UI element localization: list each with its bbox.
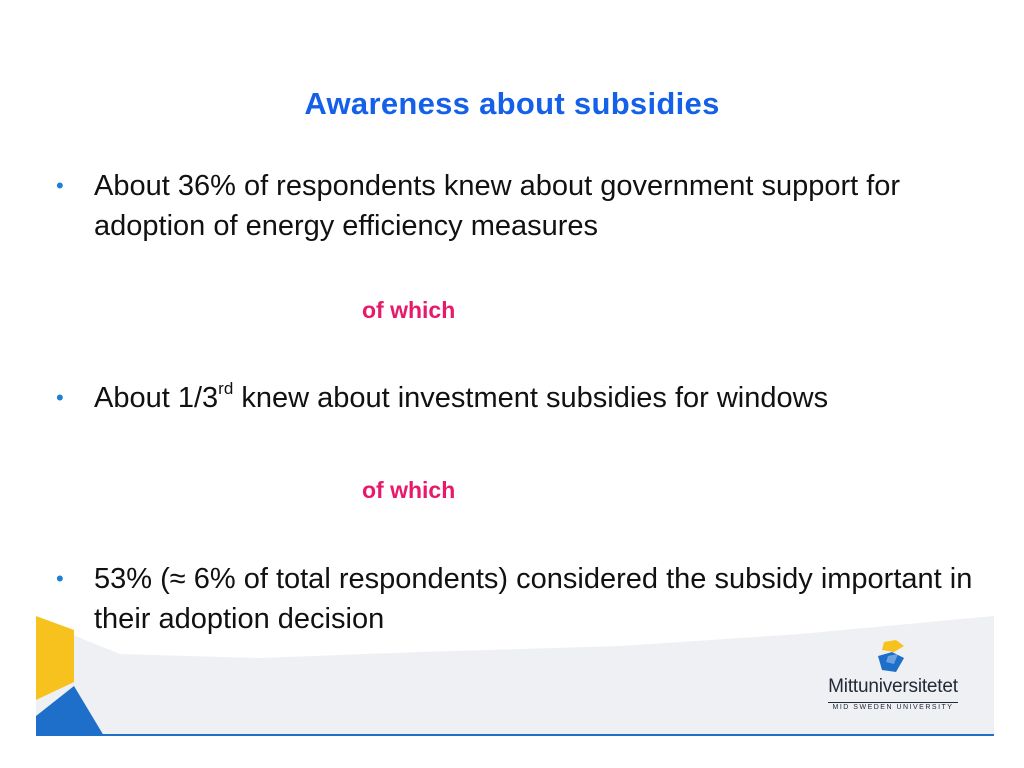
bullet-3-text: 53% (≈ 6% of total respondents) considered the subsidy important in their adoption decision [94,563,973,635]
footer-blue-shape [36,686,104,736]
logo-divider [828,702,958,703]
bullet-dot-icon: • [56,566,64,591]
bullet-2 [56,378,976,418]
bullet-2-superscript: rd [218,379,234,399]
bullet-2-text [94,378,976,418]
connector-of-which-1: of which [362,297,456,323]
bullet-3 [56,559,976,639]
slide-title: Awareness about subsidies [304,86,720,121]
footer-baseline [36,734,994,736]
bullet-2-text-start: About 1/3 [94,382,219,414]
bullet-dot-icon: • [56,173,64,198]
logo-emblem-icon [874,640,908,674]
logo-name: Mittuniversitetet [828,676,958,697]
bullet-2-text-end: knew about investment subsidies for windows [233,382,829,414]
logo-subtitle: MID SWEDEN UNIVERSITY [832,704,954,711]
university-logo [818,640,968,720]
bullet-1-text: About 36% of respondents knew about government support for adoption of energy efficiency measures [94,170,901,242]
bullet-dot-icon: • [56,385,64,410]
bullet-1 [56,166,976,246]
connector-of-which-2: of which [362,477,456,503]
